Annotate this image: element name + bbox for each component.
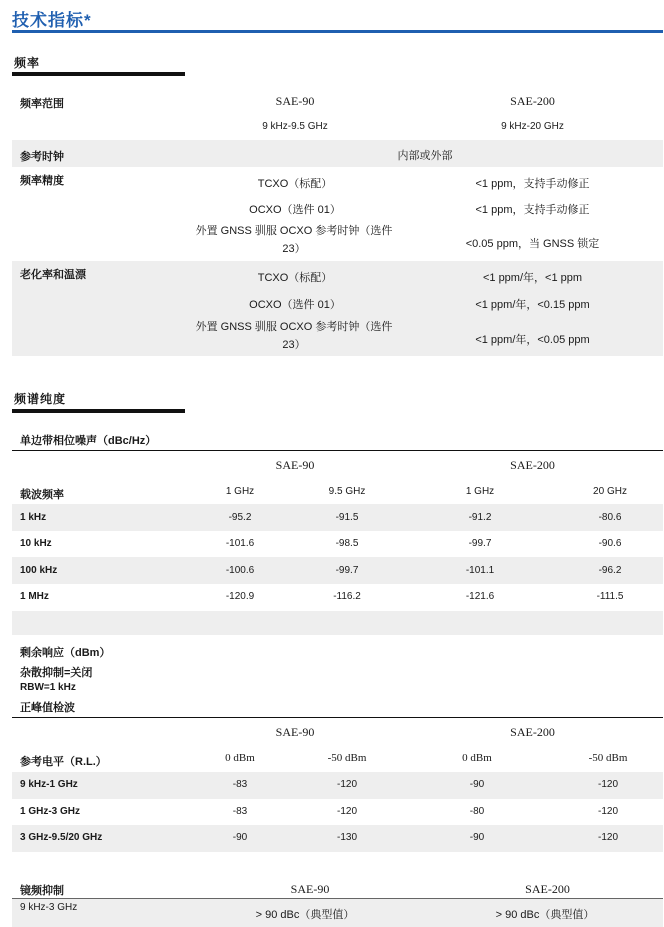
- noise-value: -99.7: [335, 565, 359, 576]
- carrier-freq: 20 GHz: [593, 486, 627, 497]
- accuracy-value: <0.05 ppm，当 GNSS 锁定: [465, 238, 600, 250]
- residual-value: -120: [336, 806, 357, 817]
- noise-value: -99.7: [468, 538, 492, 549]
- freq-range-value: 9 kHz-9.5 GHz: [262, 121, 328, 132]
- noise-value: -98.5: [335, 538, 359, 549]
- ref-level: 0 dBm: [462, 752, 492, 764]
- aging-label: 老化率和温漂: [20, 269, 86, 281]
- noise-value: -101.1: [465, 565, 495, 576]
- residual-condition: 正峰值检波: [20, 702, 75, 714]
- accuracy-value: <1 ppm，支持手动修正: [475, 204, 590, 216]
- accuracy-option: OCXO（选件 01）: [249, 204, 341, 216]
- carrier-freq: 1 GHz: [225, 486, 255, 497]
- ref-level: -50 dBm: [327, 752, 367, 764]
- residual-value: -130: [336, 832, 357, 843]
- carrier-freq: 9.5 GHz: [328, 486, 366, 497]
- residual-value: -90: [469, 779, 485, 790]
- model-header: SAE-90: [275, 94, 315, 108]
- row-shade: [12, 611, 663, 635]
- noise-value: -121.6: [465, 591, 495, 602]
- noise-value: -95.2: [228, 512, 252, 523]
- image-band-label: 9 kHz-3 GHz: [20, 902, 78, 913]
- model-header: SAE-200: [525, 882, 570, 896]
- model-header: SAE-200: [510, 94, 555, 108]
- noise-value: -116.2: [333, 591, 361, 602]
- section-heading-purity: 频谱纯度: [14, 392, 67, 406]
- section-heading-frequency: 频率: [14, 56, 41, 70]
- image-reject-value: > 90 dBc（典型值）: [255, 909, 355, 921]
- ref-level: -50 dBm: [588, 752, 628, 764]
- model-header: SAE-90: [290, 882, 330, 896]
- accuracy-label: 频率精度: [20, 175, 64, 187]
- ref-level: 0 dBm: [225, 752, 255, 764]
- ref-clock-label: 参考时钟: [20, 151, 64, 163]
- aging-option: OCXO（选件 01）: [249, 299, 341, 311]
- residual-condition: 杂散抑制=关闭: [20, 667, 93, 679]
- band-label: 1 GHz-3 GHz: [20, 806, 81, 817]
- ref-clock-value: 内部或外部: [397, 150, 453, 162]
- offset-label: 1 kHz: [20, 512, 47, 523]
- aging-value: <1 ppm/年，<0.05 ppm: [475, 334, 590, 346]
- freq-range-value: 9 kHz-20 GHz: [501, 121, 564, 132]
- freq-range-label: 频率范围: [20, 98, 64, 110]
- carrier-freq: 1 GHz: [465, 486, 495, 497]
- residual-condition: RBW=1 kHz: [20, 682, 76, 693]
- section-bar: [12, 409, 185, 413]
- noise-value: -101.6: [225, 538, 255, 549]
- ref-level-label: 参考电平（R.L.）: [20, 756, 107, 768]
- noise-value: -111.5: [596, 591, 624, 602]
- aging-option: TCXO（标配）: [257, 272, 333, 284]
- aging-value: <1 ppm/年，<1 ppm: [482, 272, 583, 284]
- noise-value: -100.6: [225, 565, 255, 576]
- residual-value: -120: [336, 779, 357, 790]
- page-title: 技术指标*: [12, 11, 92, 30]
- band-label: 9 kHz-1 GHz: [20, 779, 78, 790]
- offset-label: 100 kHz: [20, 565, 58, 576]
- offset-label: 1 MHz: [20, 591, 49, 602]
- residual-value: -90: [232, 832, 248, 843]
- table-rule: [12, 450, 663, 451]
- carrier-label: 载波频率: [20, 489, 64, 501]
- noise-value: -91.5: [335, 512, 359, 523]
- residual-value: -90: [469, 832, 485, 843]
- offset-label: 10 kHz: [20, 538, 52, 549]
- model-header: SAE-90: [275, 725, 315, 739]
- accuracy-option: 外置 GNSS 驯服 OCXO 参考时钟（选件 23）: [195, 225, 393, 255]
- residual-value: -120: [597, 806, 618, 817]
- title-rule: [12, 30, 663, 33]
- accuracy-option: TCXO（标配）: [257, 178, 333, 190]
- image-reject-value: > 90 dBc（典型值）: [495, 909, 595, 921]
- accuracy-value: <1 ppm，支持手动修正: [475, 178, 590, 190]
- section-bar: [12, 72, 185, 76]
- residual-value: -83: [232, 779, 248, 790]
- model-header: SAE-200: [510, 725, 555, 739]
- residual-value: -120: [597, 832, 618, 843]
- model-header: SAE-90: [275, 458, 315, 472]
- image-reject-title: 镜频抑制: [20, 885, 64, 897]
- aging-value: <1 ppm/年，<0.15 ppm: [475, 299, 590, 311]
- residual-value: -83: [232, 806, 248, 817]
- noise-value: -80.6: [598, 512, 622, 523]
- aging-option: 外置 GNSS 驯服 OCXO 参考时钟（选件 23）: [195, 321, 393, 351]
- noise-value: -96.2: [598, 565, 622, 576]
- residual-value: -120: [597, 779, 618, 790]
- table-rule: [12, 717, 663, 718]
- band-label: 3 GHz-9.5/20 GHz: [20, 832, 103, 843]
- model-header: SAE-200: [510, 458, 555, 472]
- noise-value: -90.6: [598, 538, 622, 549]
- noise-value: -91.2: [468, 512, 492, 523]
- ssb-title: 单边带相位噪声（dBc/Hz）: [20, 435, 157, 447]
- residual-title: 剩余响应（dBm）: [20, 647, 111, 659]
- noise-value: -120.9: [225, 591, 255, 602]
- residual-value: -80: [469, 806, 485, 817]
